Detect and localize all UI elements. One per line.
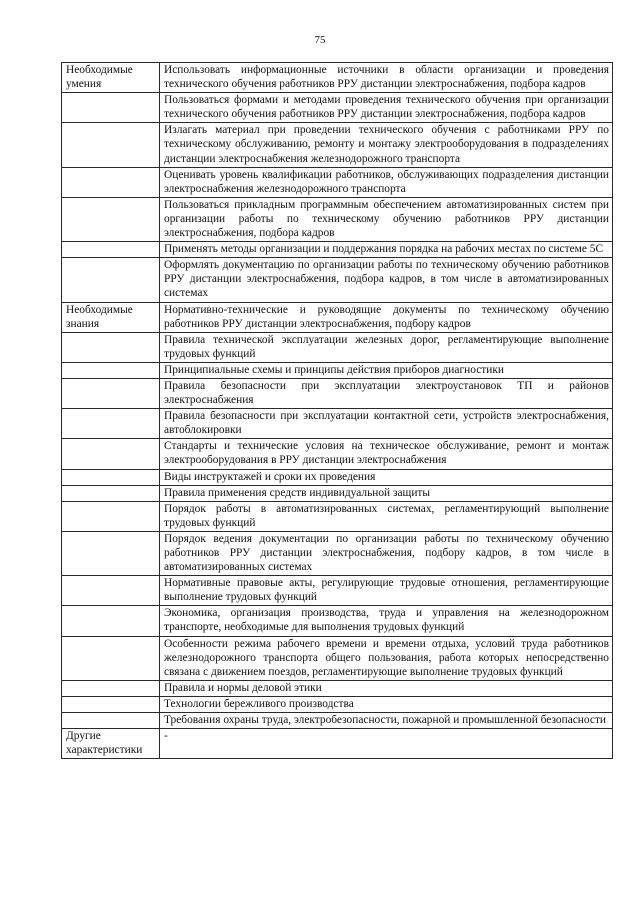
table-row [62, 123, 613, 167]
table-row [62, 409, 613, 439]
table-row [62, 576, 613, 606]
requirement-text: Экономика, организация производства, труда и управления на железнодорожном транспорте, необходимые для выполнения трудовых функций [160, 606, 613, 636]
section-label-cell [62, 123, 160, 167]
requirements-table [61, 62, 613, 759]
requirement-text: Правила безопасности при эксплуатации электроустановок ТП и районов электроснабжения [160, 378, 613, 408]
requirement-text: Правила технической эксплуатации железных дорог, регламентирующие выполнение трудовых функций [160, 332, 613, 362]
table-row [62, 439, 613, 469]
requirement-text: Применять методы организации и поддержания порядка на рабочих местах по системе 5С [160, 242, 613, 258]
section-label-cell [62, 332, 160, 362]
section-label-cell [62, 576, 160, 606]
requirement-text: Виды инструктажей и сроки их проведения [160, 469, 613, 485]
table-row [62, 531, 613, 575]
requirement-text: Особенности режима рабочего времени и времени отдыха, условий труда работников железнодорожного транспорта общего пользования, работа которых непосредственно связана с движением поездов, регламентирующие выполнение трудовых функций [160, 636, 613, 680]
section-label-cell [62, 531, 160, 575]
table-row [62, 302, 613, 332]
table-row [62, 362, 613, 378]
section-label: Другие характеристики [62, 729, 160, 759]
requirement-text: Принципиальные схемы и принципы действия приборов диагностики [160, 362, 613, 378]
requirement-text: Использовать информационные источники в области организации и проведения технического обучения работников РРУ дистанции электроснабжения, подбора кадров [160, 63, 613, 93]
section-label-cell [62, 696, 160, 712]
requirement-text: - [160, 729, 613, 759]
table-row [62, 680, 613, 696]
table-row [62, 258, 613, 302]
page-number: 75 [314, 34, 326, 46]
table-row [62, 606, 613, 636]
table-row [62, 242, 613, 258]
section-label-cell [62, 258, 160, 302]
requirement-text: Излагать материал при проведении технического обучения с работниками РРУ по техническому обслуживанию, ремонту и монтажу электрооборудования в подразделениях дистанции электроснабжения железнодорожного транспорта [160, 123, 613, 167]
section-label-cell [62, 197, 160, 241]
section-label: Необходимые умения [62, 63, 160, 93]
section-label-cell [62, 439, 160, 469]
table-row [62, 63, 613, 93]
requirement-text: Порядок работы в автоматизированных системах, регламентирующий выполнение трудовых функций [160, 501, 613, 531]
table-row [62, 501, 613, 531]
table-row [62, 197, 613, 241]
requirement-text: Пользоваться формами и методами проведения технического обучения при организации технического обучения работников РРУ дистанции электроснабжения, подбора кадров [160, 93, 613, 123]
table-row [62, 696, 613, 712]
requirement-text: Пользоваться прикладным программным обеспечением автоматизированных систем при организации работы по техническому обучению работников РРУ дистанции электроснабжения, подбора кадров [160, 197, 613, 241]
table-row [62, 485, 613, 501]
requirement-text: Правила безопасности при эксплуатации контактной сети, устройств электроснабжения, автоблокировки [160, 409, 613, 439]
requirement-text: Стандарты и технические условия на техническое обслуживание, ремонт и монтаж электрооборудования в РРУ дистанции электроснабжения [160, 439, 613, 469]
section-label-cell [62, 242, 160, 258]
section-label-cell [62, 167, 160, 197]
section-label-cell [62, 409, 160, 439]
table-row [62, 729, 613, 759]
section-label-cell [62, 469, 160, 485]
section-label-cell [62, 713, 160, 729]
table-row [62, 713, 613, 729]
requirement-text: Оценивать уровень квалификации работников, обслуживающих подразделения дистанции электроснабжения железнодорожного транспорта [160, 167, 613, 197]
requirement-text: Требования охраны труда, электробезопасности, пожарной и промышленной безопасности [160, 713, 613, 729]
section-label: Необходимые знания [62, 302, 160, 332]
requirements-table-body [62, 63, 613, 759]
requirement-text: Нормативно-технические и руководящие документы по техническому обучению работников РРУ дистанции электроснабжения, подбору кадров [160, 302, 613, 332]
section-label-cell [62, 680, 160, 696]
table-row [62, 636, 613, 680]
section-label-cell [62, 378, 160, 408]
section-label-cell [62, 485, 160, 501]
table-row [62, 332, 613, 362]
requirement-text: Порядок ведения документации по организации работы по техническому обучению работников РРУ дистанции электроснабжения, подбору кадров, в том числе в автоматизированных системах [160, 531, 613, 575]
section-label-cell [62, 636, 160, 680]
table-row [62, 167, 613, 197]
requirement-text: Технологии бережливого производства [160, 696, 613, 712]
table-row [62, 469, 613, 485]
requirement-text: Нормативные правовые акты, регулирующие трудовые отношения, регламентирующие выполнение трудовых функций [160, 576, 613, 606]
requirement-text: Правила и нормы деловой этики [160, 680, 613, 696]
requirement-text: Оформлять документацию по организации работы по техническому обучению работников РРУ дистанции электроснабжения, подбора кадров, в том числе в автоматизированных системах [160, 258, 613, 302]
section-label-cell [62, 362, 160, 378]
table-row [62, 378, 613, 408]
requirement-text: Правила применения средств индивидуальной защиты [160, 485, 613, 501]
section-label-cell [62, 606, 160, 636]
section-label-cell [62, 93, 160, 123]
section-label-cell [62, 501, 160, 531]
table-row [62, 93, 613, 123]
